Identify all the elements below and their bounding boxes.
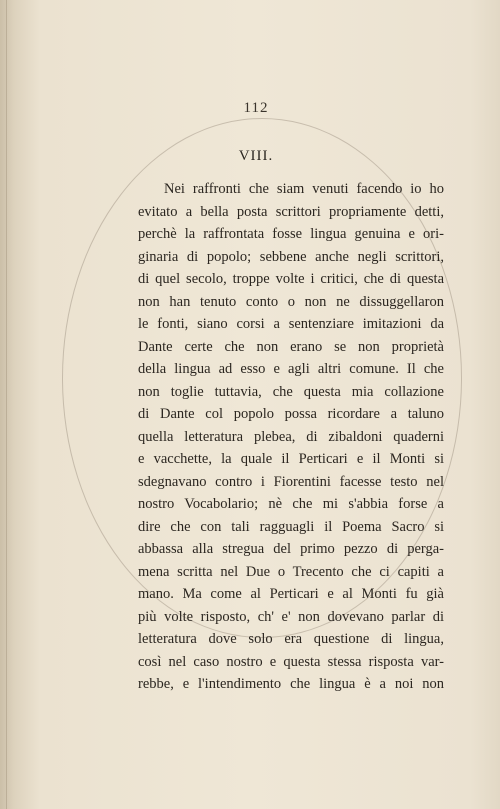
text-line: evitato a bella posta scrittori propriamente detti,: [138, 203, 444, 220]
text-line: e vacchette, la quale il Perticari e il Monti si: [138, 451, 444, 467]
text-line: della lingua ad esso e agli altri comune. Il che: [138, 361, 444, 377]
text-line: Nei raffronti che siam venuti facendo io ho: [164, 181, 444, 197]
page-edge-line: [6, 0, 7, 809]
text-line: ginaria di popolo; sebbene anche negli scrittori,: [138, 248, 444, 265]
text-line: più volte risposto, ch' e' non dovevano parlar di: [138, 608, 444, 625]
text-line: Dante certe che non erano se non proprietà: [138, 338, 444, 355]
text-line: quella letteratura plebea, di zibaldoni quaderni: [138, 428, 444, 445]
text-line: di Dante col popolo possa ricordare a taluno: [138, 406, 444, 422]
text-line: non han tenuto conto o non ne dissuggellaron: [138, 293, 444, 310]
text-line: rebbe, e l'intendimento che lingua è a noi non: [138, 676, 444, 692]
text-line: letteratura dove solo era questione di lingua,: [138, 631, 444, 647]
text-line: abbassa alla stregua del primo pezzo di perga-: [138, 541, 444, 557]
text-line: perchè la raffrontata fosse lingua genuina e ori-: [138, 226, 444, 242]
text-line: mano. Ma come al Perticari e al Monti fu già: [138, 586, 444, 602]
text-line: così nel caso nostro e questa stessa risposta var-: [138, 653, 444, 670]
page-number: 112: [243, 100, 269, 116]
text-line: non toglie tuttavia, che questa mia collazione: [138, 383, 444, 400]
text-line: mena scritta nel Due o Trecento che ci capiti a: [138, 563, 444, 580]
text-line: le fonti, siano corsi a sentenziare imitazioni da: [138, 316, 444, 332]
text-line: sdegnavano contro i Fiorentini facesse testo nel: [138, 473, 444, 490]
text-line: nostro Vocabolario; nè che mi s'abbia forse a: [138, 496, 444, 512]
section-heading: VIII.: [238, 148, 274, 164]
text-line: dire che con tali ragguagli il Poema Sacro si: [138, 518, 444, 535]
text-line: di quel secolo, troppe volte i critici, che di questa: [138, 271, 444, 287]
body-paragraph: [138, 178, 444, 696]
